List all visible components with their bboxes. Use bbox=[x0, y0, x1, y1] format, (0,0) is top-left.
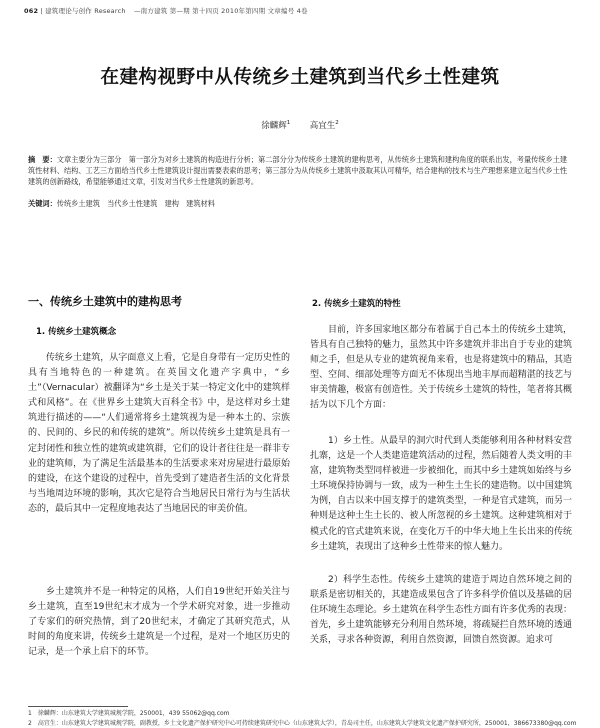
footnote-rule bbox=[28, 706, 128, 707]
journal-name: | 建筑理论与创作 Research bbox=[40, 7, 126, 15]
abstract-label: 摘 要： bbox=[28, 155, 57, 164]
running-header bbox=[24, 6, 308, 15]
right-paragraph-2: 1）乡土性。从最早的洞穴时代到人类能够利用各种材料安营扎寨，这是一个人类建造建筑活动的过程，然后随着人类文明的丰富，建筑物类型同样被进一步被细化，而其中乡土建筑如始终与乡土环境保持协调与一致，成为一种生土生长的建造物。以中国建筑为例，自古以来中国支撑于的建筑类型，一种是官式建筑，而另一种则是这种土生土长的、被人所忽视的乡土建筑。这种建筑相对于模式化的官式建筑来说，在变化万千的中华大地上生长出来的传统乡土建筑，表现出了这种乡土性带来的惊人魅力。 bbox=[310, 436, 572, 552]
left-paragraph-1: 传统乡土建筑，从字面意义上看，它是自身带有一定历史性的具有当地特色的一种建筑。在英国文化遗产字典中，“乡土”（Vernacular）被翻译为“乡土是关于某一特定文化中的建筑样式和风格”。在《世界乡土建筑大百科全书》中，是这样对乡土建筑进行描述的——“人们通常将乡土建筑视为是一种本土的、宗族的、民间的、乡民的和传统的建筑”。所以传统乡土建筑是具有一定封闭性和独立性的建筑或建筑群，它们的设计者往往是一群非专业的建筑师，为了满足生活最基本的生活要求来对房屋进行最原始的建设，在这个建设的过程中，首先受到了建造者生活的文化背景与当地周边环境的影响，其次它是符合当地居民日常行为与生活状态的，最后其中一定程度地表达了当地居民的审美价值。 bbox=[28, 353, 290, 514]
abstract-text: 文章主要分为三部分 第一部分为对乡土建筑的构造进行分析；第二部分分为传统乡土建筑的建构思考，从传统乡土建筑和建构角度的联系出发，考量传统乡土建筑性材料、结构、工艺三方面给当代乡土性建筑设计提出需要表索的思考；第三部分为从传统乡土建筑中汲取其认可精华，结合建构的技术与生产理想来建立起当代乡土性建筑的创新路线，希望能够通过文章，引发对当代乡土性建筑的新思考。 bbox=[28, 155, 568, 186]
section-heading-1: 一、传统乡土建筑中的建构思考 bbox=[28, 295, 182, 308]
keywords-label: 关键词： bbox=[28, 199, 57, 208]
author-2: 高宜生$^2$ bbox=[309, 120, 339, 131]
subsection-heading-2: 2. 传统乡土建筑的特性 bbox=[312, 299, 401, 309]
paper-title: 在建构视野中从传统乡土建筑到当代乡土性建筑 bbox=[100, 67, 500, 88]
right-paragraph-3: 2）科学生态性。传统乡土建筑的建造于周边自然环境之间的联系是密切相关的，其建造成果包含了许多科学价值以及基础的居住环境生态理论。乡土建筑在科学生态性方面有许多优秀的表现：首先，乡土建筑能够充分利用自然环境，将疏疑拦自然环境的透通关系，寻求各种资源，利用自然资源，回馈自然资源。追求可 bbox=[310, 575, 572, 646]
footnote-1: 1 徐麟辉：山东建筑大学建筑城规学院，250001，439 55062@qq.com bbox=[28, 710, 230, 717]
keywords-text: 传统乡土建筑 当代乡土性建筑 建构 建筑材料 bbox=[56, 199, 215, 208]
author-line bbox=[0, 119, 600, 131]
keywords bbox=[28, 199, 573, 209]
page-number: 062 bbox=[24, 7, 39, 15]
footnote-2: 2 高宜生：山东建筑大学建筑城规学院，副教授，乡土文化遗产保护研究中心可持续建筑研究中心（山东建筑大学），青岛司主任，山东建筑大学建筑文化遗产保护研究所，250001，386673380@qq.com bbox=[28, 720, 577, 727]
left-paragraph-2: 乡土建筑并不是一种特定的风格，人们自19世纪开始关注与乡土建筑，直至19世纪末才成为一个学术研究对象，进一步推动了专家们的研究热情，到了20世纪末，才确定了其研究范式，从时间的角度来讲，传统乡土建筑是一个过程，是对一个地区历史的记录，是一个承上启下的环节。 bbox=[28, 587, 290, 658]
issue-info: —南方建筑 第—期 第十四页 2010年第四期 文章编号 4卷 bbox=[133, 7, 308, 15]
author-1: 徐麟辉$^1$ bbox=[261, 120, 291, 131]
right-paragraph-1: 目前，许多国家地区都分布着属于自己本土的传统乡土建筑，皆具有自己独特的魅力，虽然其中许多建筑并非出自于专业的建筑师之手，但是从专业的建筑视角来看，也是将建筑中的精品，其造型、空间、细部处理等方面无不体现出当地丰厚而超精湛的技艺与审美情趣，极富有创造性。关于传统乡土建筑的特性，笔者将其概括为以下几个方面： bbox=[310, 325, 572, 411]
subsection-heading-1: 1. 传统乡土建筑概念 bbox=[36, 327, 117, 337]
abstract bbox=[28, 154, 573, 187]
